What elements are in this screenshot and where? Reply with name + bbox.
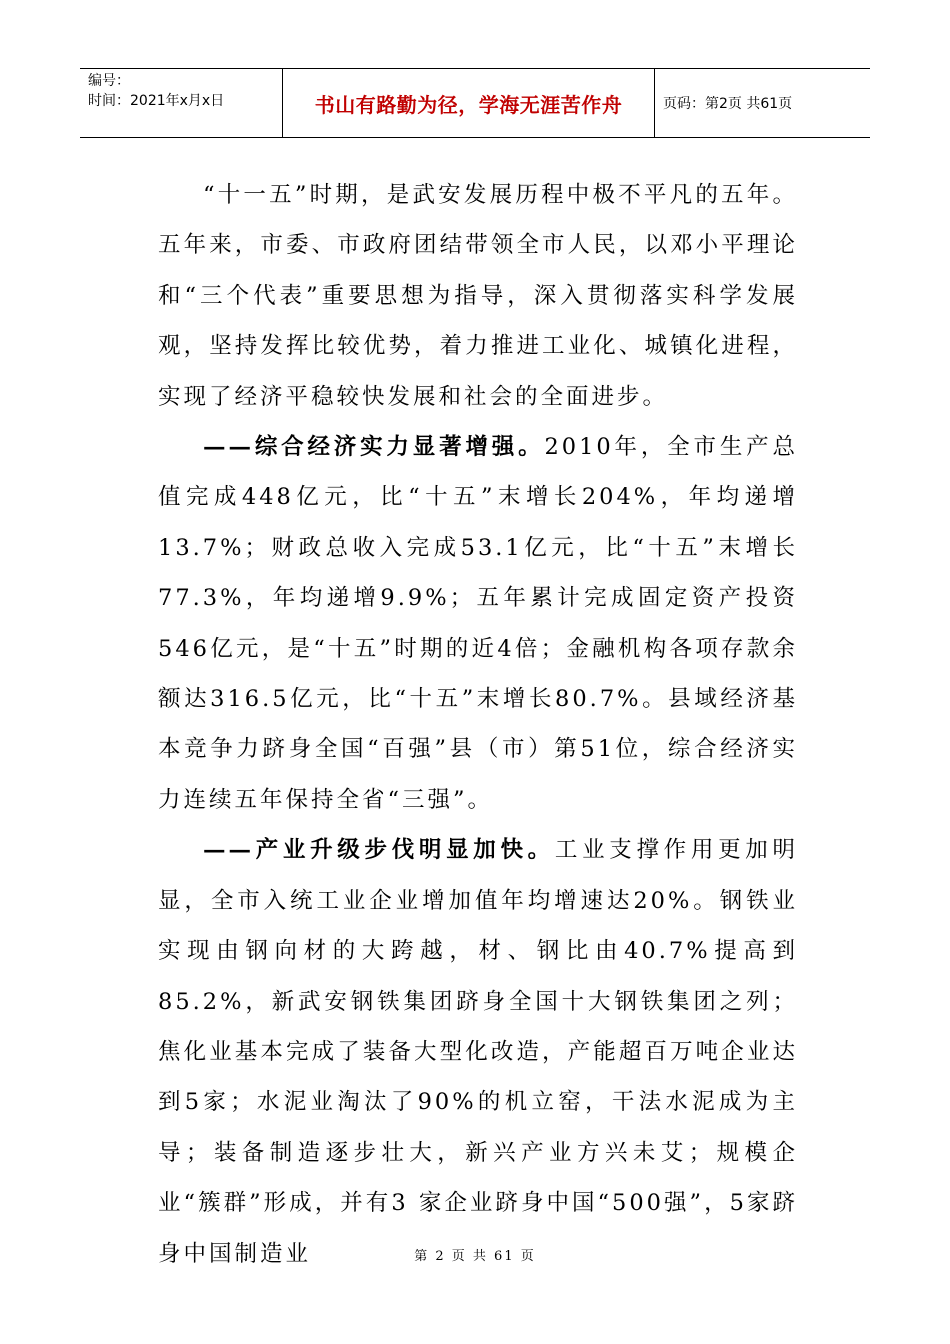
paragraph-economy — [158, 422, 798, 825]
header-slogan: 书山有路勤为径，学海无涯苦作舟 — [283, 69, 655, 137]
paragraph-text: 工业支撑作用更加明显，全市入统工业企业增加值年均增速达20%。钢铁业实现由钢向材的大跨越，材、钢比由40.7%提高到85.2%，新武安钢铁集团跻身全国十大钢铁集团之列；焦化业基本完成了装备大型化改造，产能超百万吨企业达到5家；水泥业淘汰了90%的机立窑，干法水泥成为主导；装备制造逐步壮大，新兴产业方兴未艾；规模企业“簇群”形成，并有3 家企业跻身中国“500强”，5家跻身中国制造业 — [158, 837, 798, 1267]
paragraph-intro — [158, 170, 798, 422]
paragraph-text: “十一五”时期，是武安发展历程中极不平凡的五年。五年来，市委、市政府团结带领全市人民，以邓小平理论和“三个代表”重要思想为指导，深入贯彻落实科学发展观，坚持发挥比较优势，着力推进工业化、城镇化进程，实现了经济平稳较快发展和社会的全面进步。 — [158, 182, 798, 410]
page-footer: 第 2 页 共 61 页 — [414, 1249, 536, 1264]
paragraph-industry — [158, 825, 798, 1279]
document-time-label: 时间：2021年x月x日 — [88, 93, 225, 109]
header-page-info: 页码：第2页 共61页 — [663, 96, 793, 112]
paragraph-text: 2010年，全市生产总值完成448亿元，比“十五”末增长204%，年均递增13.7%；财政总收入完成53.1亿元，比“十五”末增长77.3%，年均递增9.9%；五年累计完成固定资产投资546亿元，是“十五”时期的近4倍；金融机构各项存款余额达316.5亿元，比“十五”末增长80.7%。县域经济基本竞争力跻身全国“百强”县（市）第51位，综合经济实力连续五年保持全省“三强”。 — [158, 434, 798, 813]
header-meta-cell — [80, 69, 283, 137]
document-number-label: 编号： — [88, 73, 130, 89]
paragraph-lead: ——产业升级步伐明显加快。 — [203, 837, 555, 864]
paragraph-lead: ——综合经济实力显著增强。 — [203, 434, 545, 461]
document-header — [80, 68, 870, 138]
document-body — [158, 170, 798, 1279]
